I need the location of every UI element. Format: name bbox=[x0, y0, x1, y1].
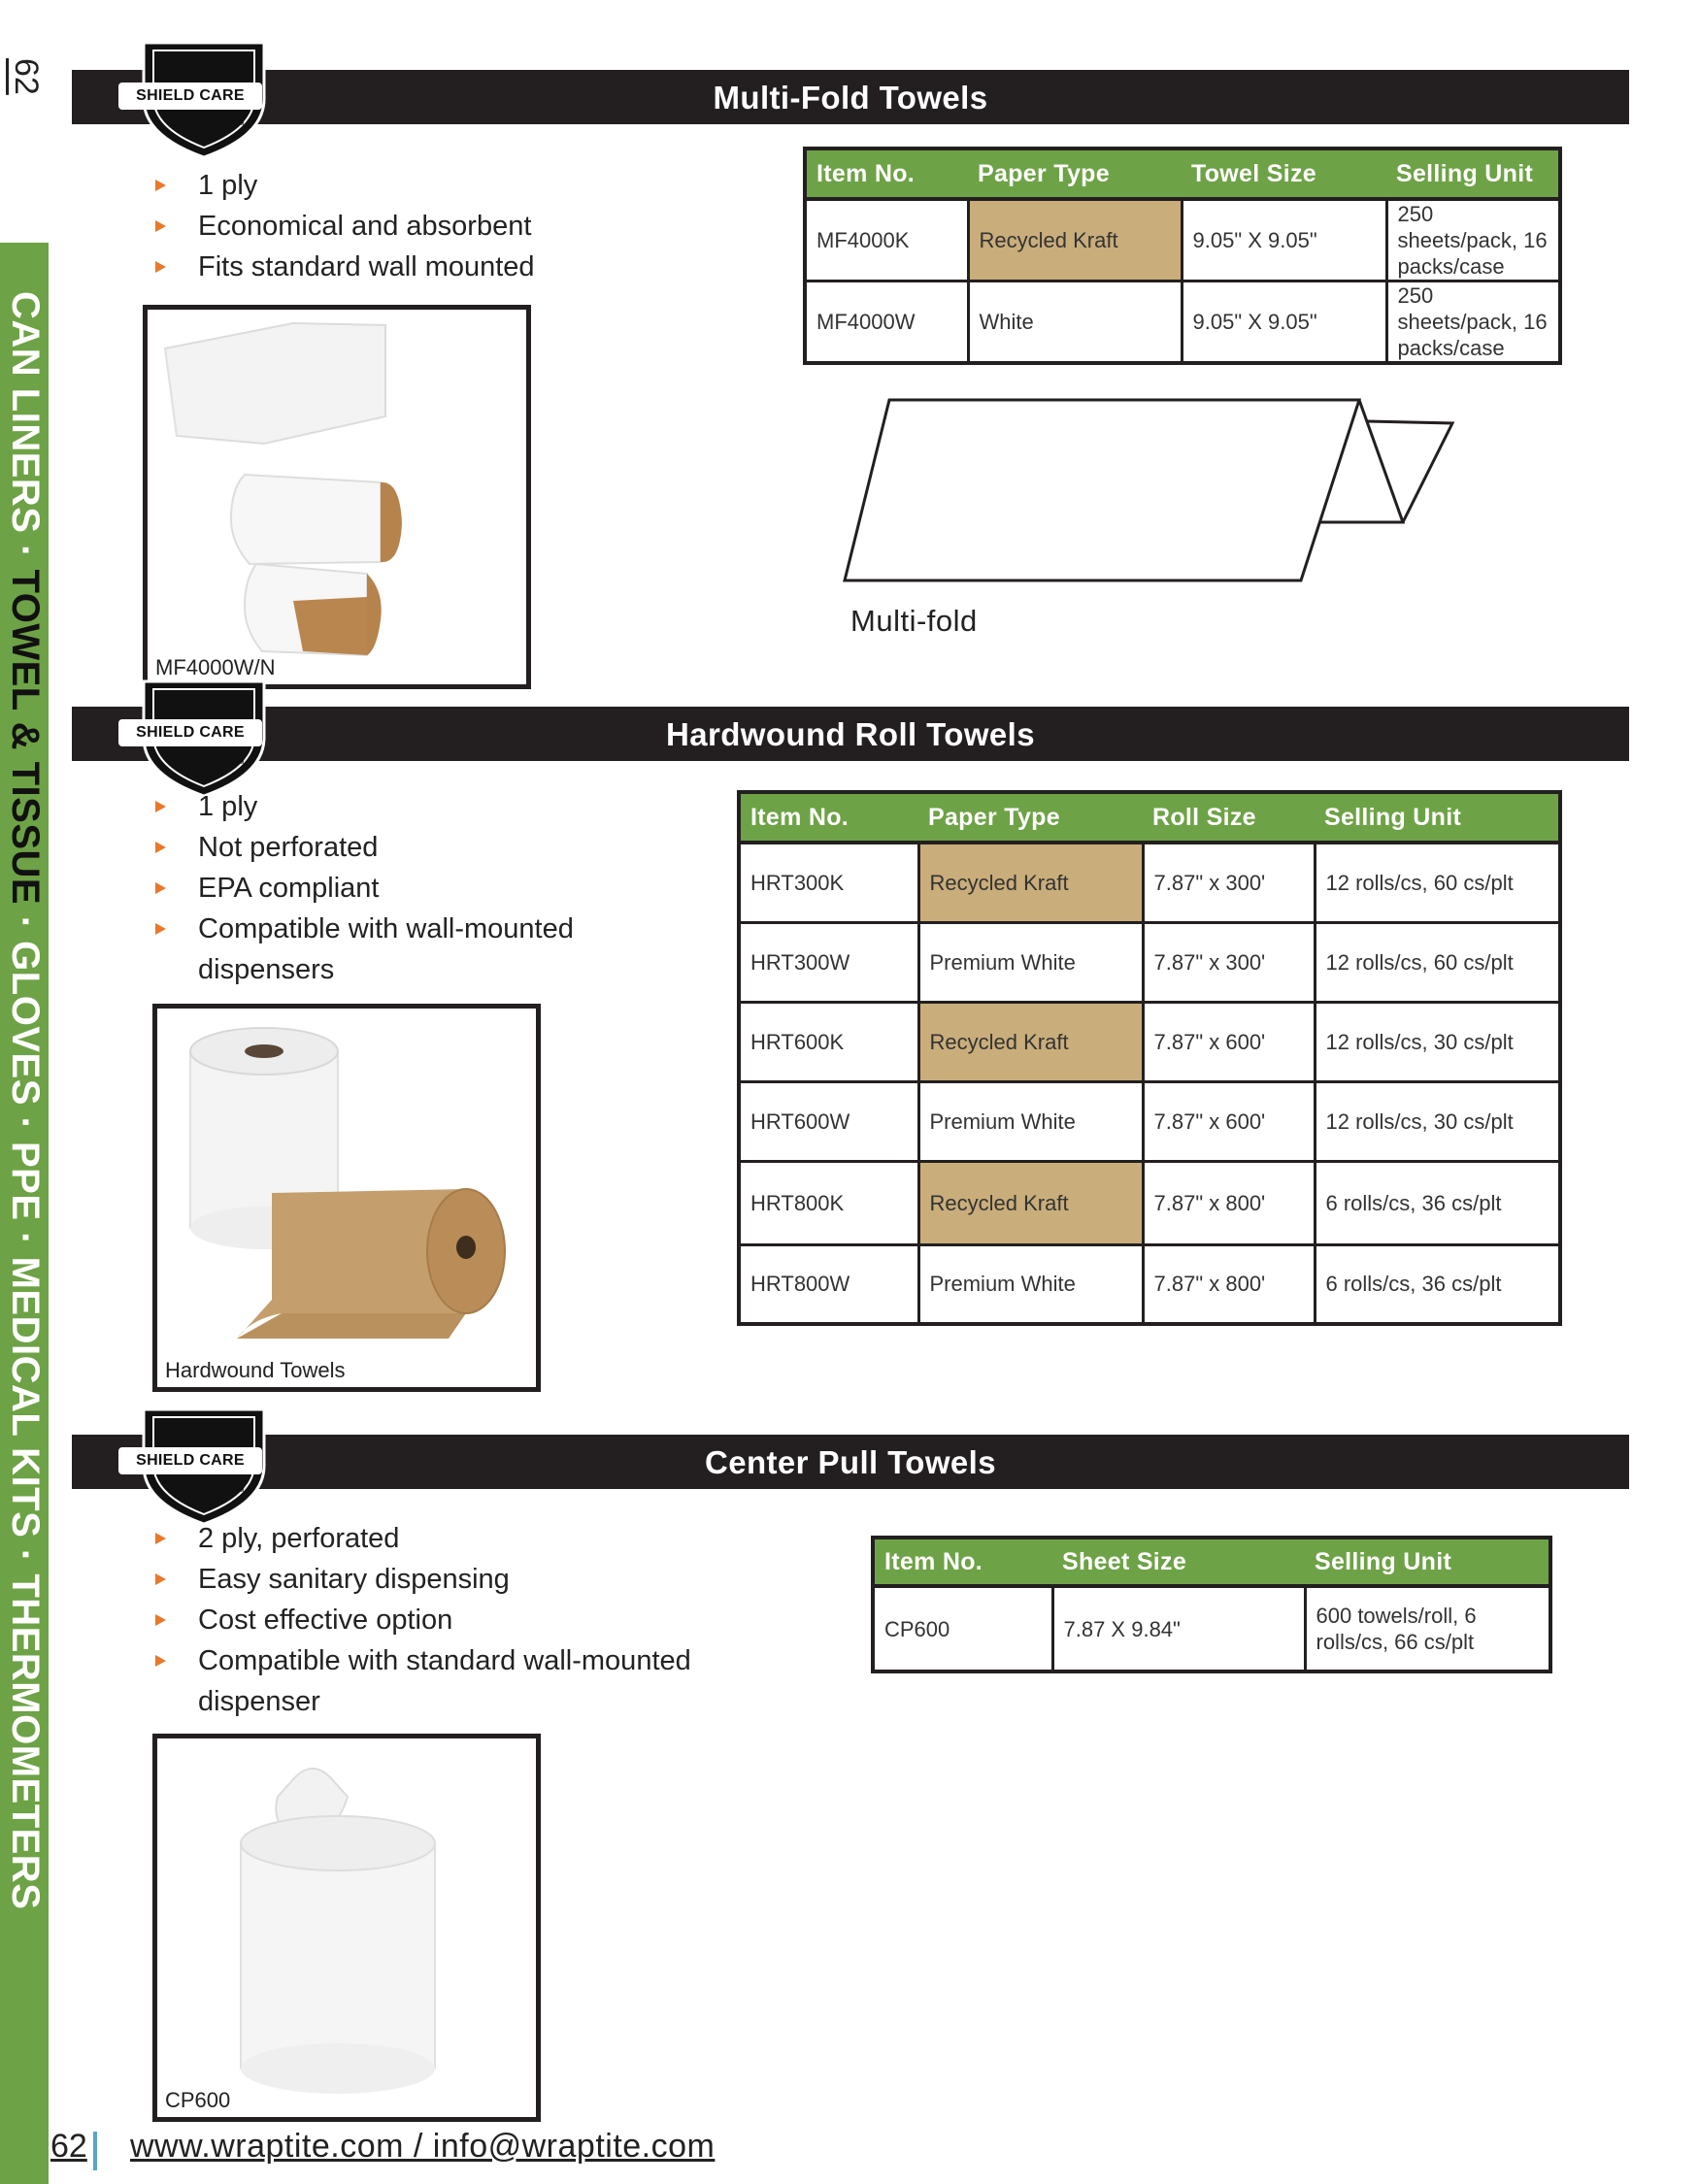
table-cell: MF4000W bbox=[805, 281, 968, 364]
bullet-list-multifold bbox=[148, 165, 691, 287]
table-cell: 7.87" x 600' bbox=[1143, 1002, 1315, 1081]
product-photo-multifold bbox=[143, 305, 531, 689]
side-nav-separator: · bbox=[4, 1232, 47, 1245]
side-nav-item-thermometers[interactable]: THERMOMETERS bbox=[4, 1573, 47, 1910]
table-cell: Premium White bbox=[918, 922, 1143, 1002]
table-cell: 7.87 X 9.84" bbox=[1052, 1586, 1305, 1671]
bullet-item: Not perforated bbox=[148, 827, 691, 868]
table-cell: MF4000K bbox=[805, 199, 968, 281]
table-row bbox=[739, 922, 1560, 1002]
section-header-centerpull bbox=[72, 1435, 1629, 1489]
table-cell: HRT800K bbox=[739, 1161, 918, 1244]
table-cell: 7.87" x 600' bbox=[1143, 1081, 1315, 1161]
table-cell: HRT300W bbox=[739, 922, 918, 1002]
bullet-list-hardwound bbox=[148, 786, 691, 990]
table-cell: 250 sheets/pack, 16 packs/case bbox=[1386, 199, 1560, 281]
table-cell: 250 sheets/pack, 16 packs/case bbox=[1386, 281, 1560, 364]
table-cell: 12 rolls/cs, 60 cs/plt bbox=[1315, 922, 1560, 1002]
table-cell: Recycled Kraft bbox=[918, 843, 1143, 922]
center-pull-roll-image bbox=[157, 1738, 536, 2117]
table-cell: HRT600W bbox=[739, 1081, 918, 1161]
side-nav-separator: · bbox=[4, 1548, 47, 1563]
table-cell: Premium White bbox=[918, 1244, 1143, 1324]
diagram-label: Multi-fold bbox=[850, 604, 978, 638]
table-cell: 12 rolls/cs, 30 cs/plt bbox=[1315, 1081, 1560, 1161]
table-row bbox=[805, 199, 1560, 281]
table-cell: Premium White bbox=[918, 1081, 1143, 1161]
footer-contact-link[interactable]: www.wraptite.com / info@wraptite.com bbox=[130, 2128, 716, 2165]
table-row bbox=[805, 281, 1560, 364]
photo-caption: Hardwound Towels bbox=[165, 1358, 346, 1382]
table-header: Towel Size bbox=[1182, 149, 1386, 199]
bullet-item: Compatible with standard wall-mounted dispenser bbox=[148, 1640, 769, 1722]
table-header: Selling Unit bbox=[1386, 149, 1560, 199]
photo-caption: CP600 bbox=[165, 2088, 231, 2112]
bullet-item: 1 ply bbox=[148, 786, 691, 827]
table-cell: 7.87" x 300' bbox=[1143, 843, 1315, 922]
table-header: Item No. bbox=[805, 149, 968, 199]
section-header-hardwound bbox=[72, 707, 1629, 761]
bullet-item: EPA compliant bbox=[148, 868, 691, 909]
section-title: Hardwound Roll Towels bbox=[666, 716, 1035, 752]
table-header: Selling Unit bbox=[1315, 792, 1560, 843]
table-header: Paper Type bbox=[968, 149, 1182, 199]
table-header: Item No. bbox=[739, 792, 918, 843]
table-row bbox=[739, 1081, 1560, 1161]
table-cell: 12 rolls/cs, 60 cs/plt bbox=[1315, 843, 1560, 922]
table-header: Paper Type bbox=[918, 792, 1143, 843]
table-cell: 9.05" X 9.05" bbox=[1182, 199, 1386, 281]
side-nav bbox=[4, 291, 47, 2029]
hardwound-towels-image bbox=[157, 1009, 536, 1387]
table-cell: CP600 bbox=[873, 1586, 1052, 1671]
multifold-towels-image bbox=[148, 310, 526, 684]
bullet-item: Compatible with wall-mounted dispensers bbox=[148, 909, 691, 990]
footer-divider bbox=[93, 2132, 97, 2170]
brand-badge: SHIELD CARE bbox=[118, 719, 262, 746]
table-cell: 12 rolls/cs, 30 cs/plt bbox=[1315, 1002, 1560, 1081]
side-nav-item-medical-kits[interactable]: MEDICAL KITS bbox=[4, 1256, 47, 1539]
table-header: Roll Size bbox=[1143, 792, 1315, 843]
table-cell: White bbox=[968, 281, 1182, 364]
table-cell: 7.87" x 300' bbox=[1143, 922, 1315, 1002]
table-cell: Recycled Kraft bbox=[918, 1161, 1143, 1244]
table-row bbox=[739, 1002, 1560, 1081]
side-nav-item-gloves[interactable]: GLOVES bbox=[4, 941, 47, 1106]
bullet-item: Fits standard wall mounted bbox=[148, 247, 691, 287]
multifold-diagram-icon bbox=[835, 392, 1466, 596]
table-cell: HRT800W bbox=[739, 1244, 918, 1324]
spec-table-multifold bbox=[803, 147, 1562, 365]
bullet-item: 2 ply, perforated bbox=[148, 1518, 769, 1559]
table-cell: 600 towels/roll, 6 rolls/cs, 66 cs/plt bbox=[1305, 1586, 1550, 1671]
table-row bbox=[739, 843, 1560, 922]
side-nav-separator: · bbox=[4, 915, 47, 930]
bullet-list-centerpull bbox=[148, 1518, 769, 1722]
footer-page-number: 62 bbox=[50, 2128, 87, 2165]
side-nav-separator: · bbox=[4, 1116, 47, 1131]
photo-caption: MF4000W/N bbox=[155, 655, 276, 679]
bullet-item: Easy sanitary dispensing bbox=[148, 1559, 769, 1600]
trademark-mark: ™ bbox=[235, 759, 245, 770]
table-cell: 6 rolls/cs, 36 cs/plt bbox=[1315, 1161, 1560, 1244]
bullet-item: Cost effective option bbox=[148, 1600, 769, 1640]
page-number-top: 62 bbox=[8, 58, 45, 95]
table-cell: 7.87" x 800' bbox=[1143, 1161, 1315, 1244]
product-photo-centerpull bbox=[152, 1734, 541, 2122]
spec-table-centerpull bbox=[871, 1536, 1552, 1673]
table-row bbox=[739, 1244, 1560, 1324]
bullet-item: 1 ply bbox=[148, 165, 691, 206]
table-header: Item No. bbox=[873, 1538, 1052, 1586]
product-photo-hardwound bbox=[152, 1004, 541, 1392]
table-cell: Recycled Kraft bbox=[918, 1002, 1143, 1081]
side-nav-item-ppe[interactable]: PPE bbox=[4, 1141, 47, 1221]
trademark-mark: ™ bbox=[235, 1487, 245, 1498]
brand-badge: SHIELD CARE bbox=[118, 1447, 262, 1474]
section-title: Center Pull Towels bbox=[705, 1444, 996, 1480]
side-nav-item-towel-tissue[interactable]: TOWEL & TISSUE bbox=[4, 569, 47, 906]
spec-table-hardwound bbox=[737, 790, 1562, 1326]
table-row bbox=[739, 1161, 1560, 1244]
table-row bbox=[873, 1586, 1550, 1671]
section-title: Multi-Fold Towels bbox=[713, 80, 988, 116]
side-nav-separator: · bbox=[4, 545, 47, 558]
table-cell: HRT300K bbox=[739, 843, 918, 922]
table-header: Selling Unit bbox=[1305, 1538, 1550, 1586]
table-cell: 6 rolls/cs, 36 cs/plt bbox=[1315, 1244, 1560, 1324]
table-cell: HRT600K bbox=[739, 1002, 918, 1081]
brand-badge: SHIELD CARE bbox=[118, 83, 262, 110]
table-cell: 9.05" X 9.05" bbox=[1182, 281, 1386, 364]
table-cell: 7.87" x 800' bbox=[1143, 1244, 1315, 1324]
trademark-mark: ™ bbox=[235, 120, 245, 131]
section-header-multifold bbox=[72, 70, 1629, 124]
table-cell: Recycled Kraft bbox=[968, 199, 1182, 281]
table-header: Sheet Size bbox=[1052, 1538, 1305, 1586]
bullet-item: Economical and absorbent bbox=[148, 206, 691, 247]
side-nav-item-can-liners[interactable]: CAN LINERS bbox=[4, 291, 47, 534]
